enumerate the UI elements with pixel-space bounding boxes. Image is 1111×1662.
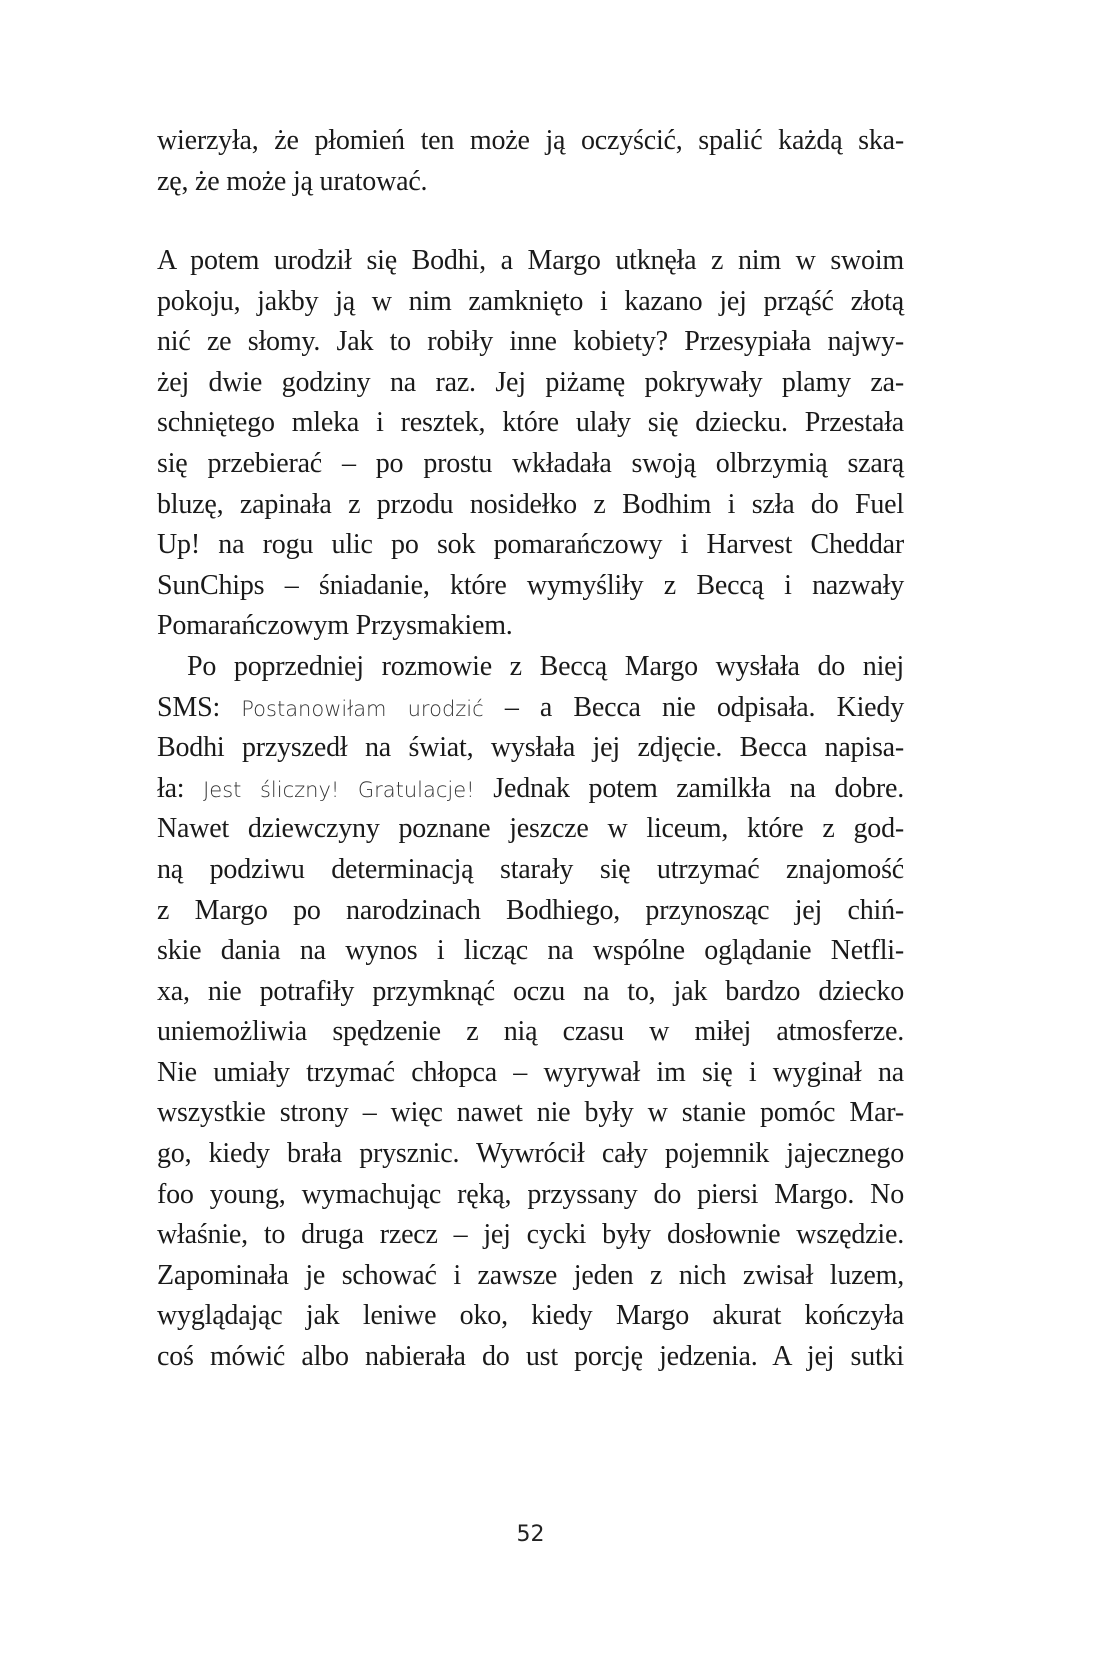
text-line: wierzyła, że płomień ten może ją oczyścić, spalić każdą ska- xyxy=(157,125,904,156)
text-line: się przebierać – po prostu wkładała swoją olbrzymią szarą xyxy=(157,447,904,479)
text-line: uniemożliwia spędzenie z nią czasu w miłej atmosferze. xyxy=(157,1016,904,1048)
text-line: wyglądając jak leniwe oko, kiedy Margo akurat kończyła xyxy=(157,1300,904,1332)
text-line: Po poprzedniej rozmowie z Beccą Margo wysłała do niej xyxy=(187,650,904,682)
text-line: skie dania na wynos i licząc na wspólne oglądanie Netfli- xyxy=(157,935,904,967)
sms-quote: Postanowiłam urodzić xyxy=(241,696,484,721)
text-line: Pomarańczowym Przysmakiem. xyxy=(157,610,513,642)
text-line: z Margo po narodzinach Bodhiego, przynosząc jej chiń- xyxy=(157,894,904,926)
text-line: SunChips – śniadanie, które wymyśliły z Beccą i nazwały xyxy=(157,569,904,601)
text-line-with-sms xyxy=(157,769,904,810)
text-line: Zapominała je schować i zawsze jeden z nich zwisał luzem, xyxy=(157,1259,904,1291)
text-line: Nie umiały trzymać chłopca – wyrywał im się i wyginał na xyxy=(157,1056,904,1088)
paragraph-continued xyxy=(157,121,904,202)
text-line-with-sms xyxy=(157,688,904,729)
text-line: Up! na rogu ulic po sok pomarańczowy i Harvest Cheddar xyxy=(157,529,904,561)
text-line: nić ze słomy. Jak to robiły inne kobiety? Przesypiała najwy- xyxy=(157,326,904,358)
text-line: żej dwie godziny na raz. Jej piżamę pokrywały plamy za- xyxy=(157,366,904,398)
sms-quote: Jest śliczny! Gratulacje! xyxy=(203,777,475,802)
text-line: schniętego mleka i resztek, które ulały się dziecku. Przestała xyxy=(157,407,904,439)
text-line: wszystkie strony – więc nawet nie były w stanie pomóc Mar- xyxy=(157,1097,904,1129)
text-fragment: – a Becca nie odpisała. Kiedy xyxy=(483,691,904,723)
text-fragment: Jednak potem zamilkła na dobre. xyxy=(474,772,905,804)
page-number: 52 xyxy=(516,1522,545,1547)
text-line: zę, że może ją uratować. xyxy=(157,165,428,197)
text-line: bluzę, zapinała z przodu nosidełko z Bodhim i szła do Fuel xyxy=(157,488,904,520)
text-line: A potem urodził się Bodhi, a Margo utknęła z nim w swoim xyxy=(157,245,904,276)
text-line: go, kiedy brała prysznic. Wywrócił cały pojemnik jajecznego xyxy=(157,1138,904,1170)
text-line: właśnie, to druga rzecz – jej cycki były dosłownie wszędzie. xyxy=(157,1219,904,1251)
text-line: pokoju, jakby ją w nim zamknięto i kazano jej prząść złotą xyxy=(157,285,904,317)
text-line: foo young, wymachując ręką, przyssany do piersi Margo. No xyxy=(157,1178,904,1210)
text-line: xa, nie potrafiły przymknąć oczu na to, jak bardzo dziecko xyxy=(157,975,904,1007)
text-line: Nawet dziewczyny poznane jeszcze w liceum, które z god- xyxy=(157,813,904,845)
text-fragment: ła: xyxy=(157,772,204,804)
body-text xyxy=(157,241,904,1378)
text-line: coś mówić albo nabierała do ust porcję jedzenia. A jej sutki xyxy=(157,1341,904,1373)
text-fragment: SMS: xyxy=(157,691,242,723)
text-line: ną podziwu determinacją starały się utrzymać znajomość xyxy=(157,853,904,885)
text-line: Bodhi przyszedł na świat, wysłała jej zdjęcie. Becca napisa- xyxy=(157,732,904,764)
